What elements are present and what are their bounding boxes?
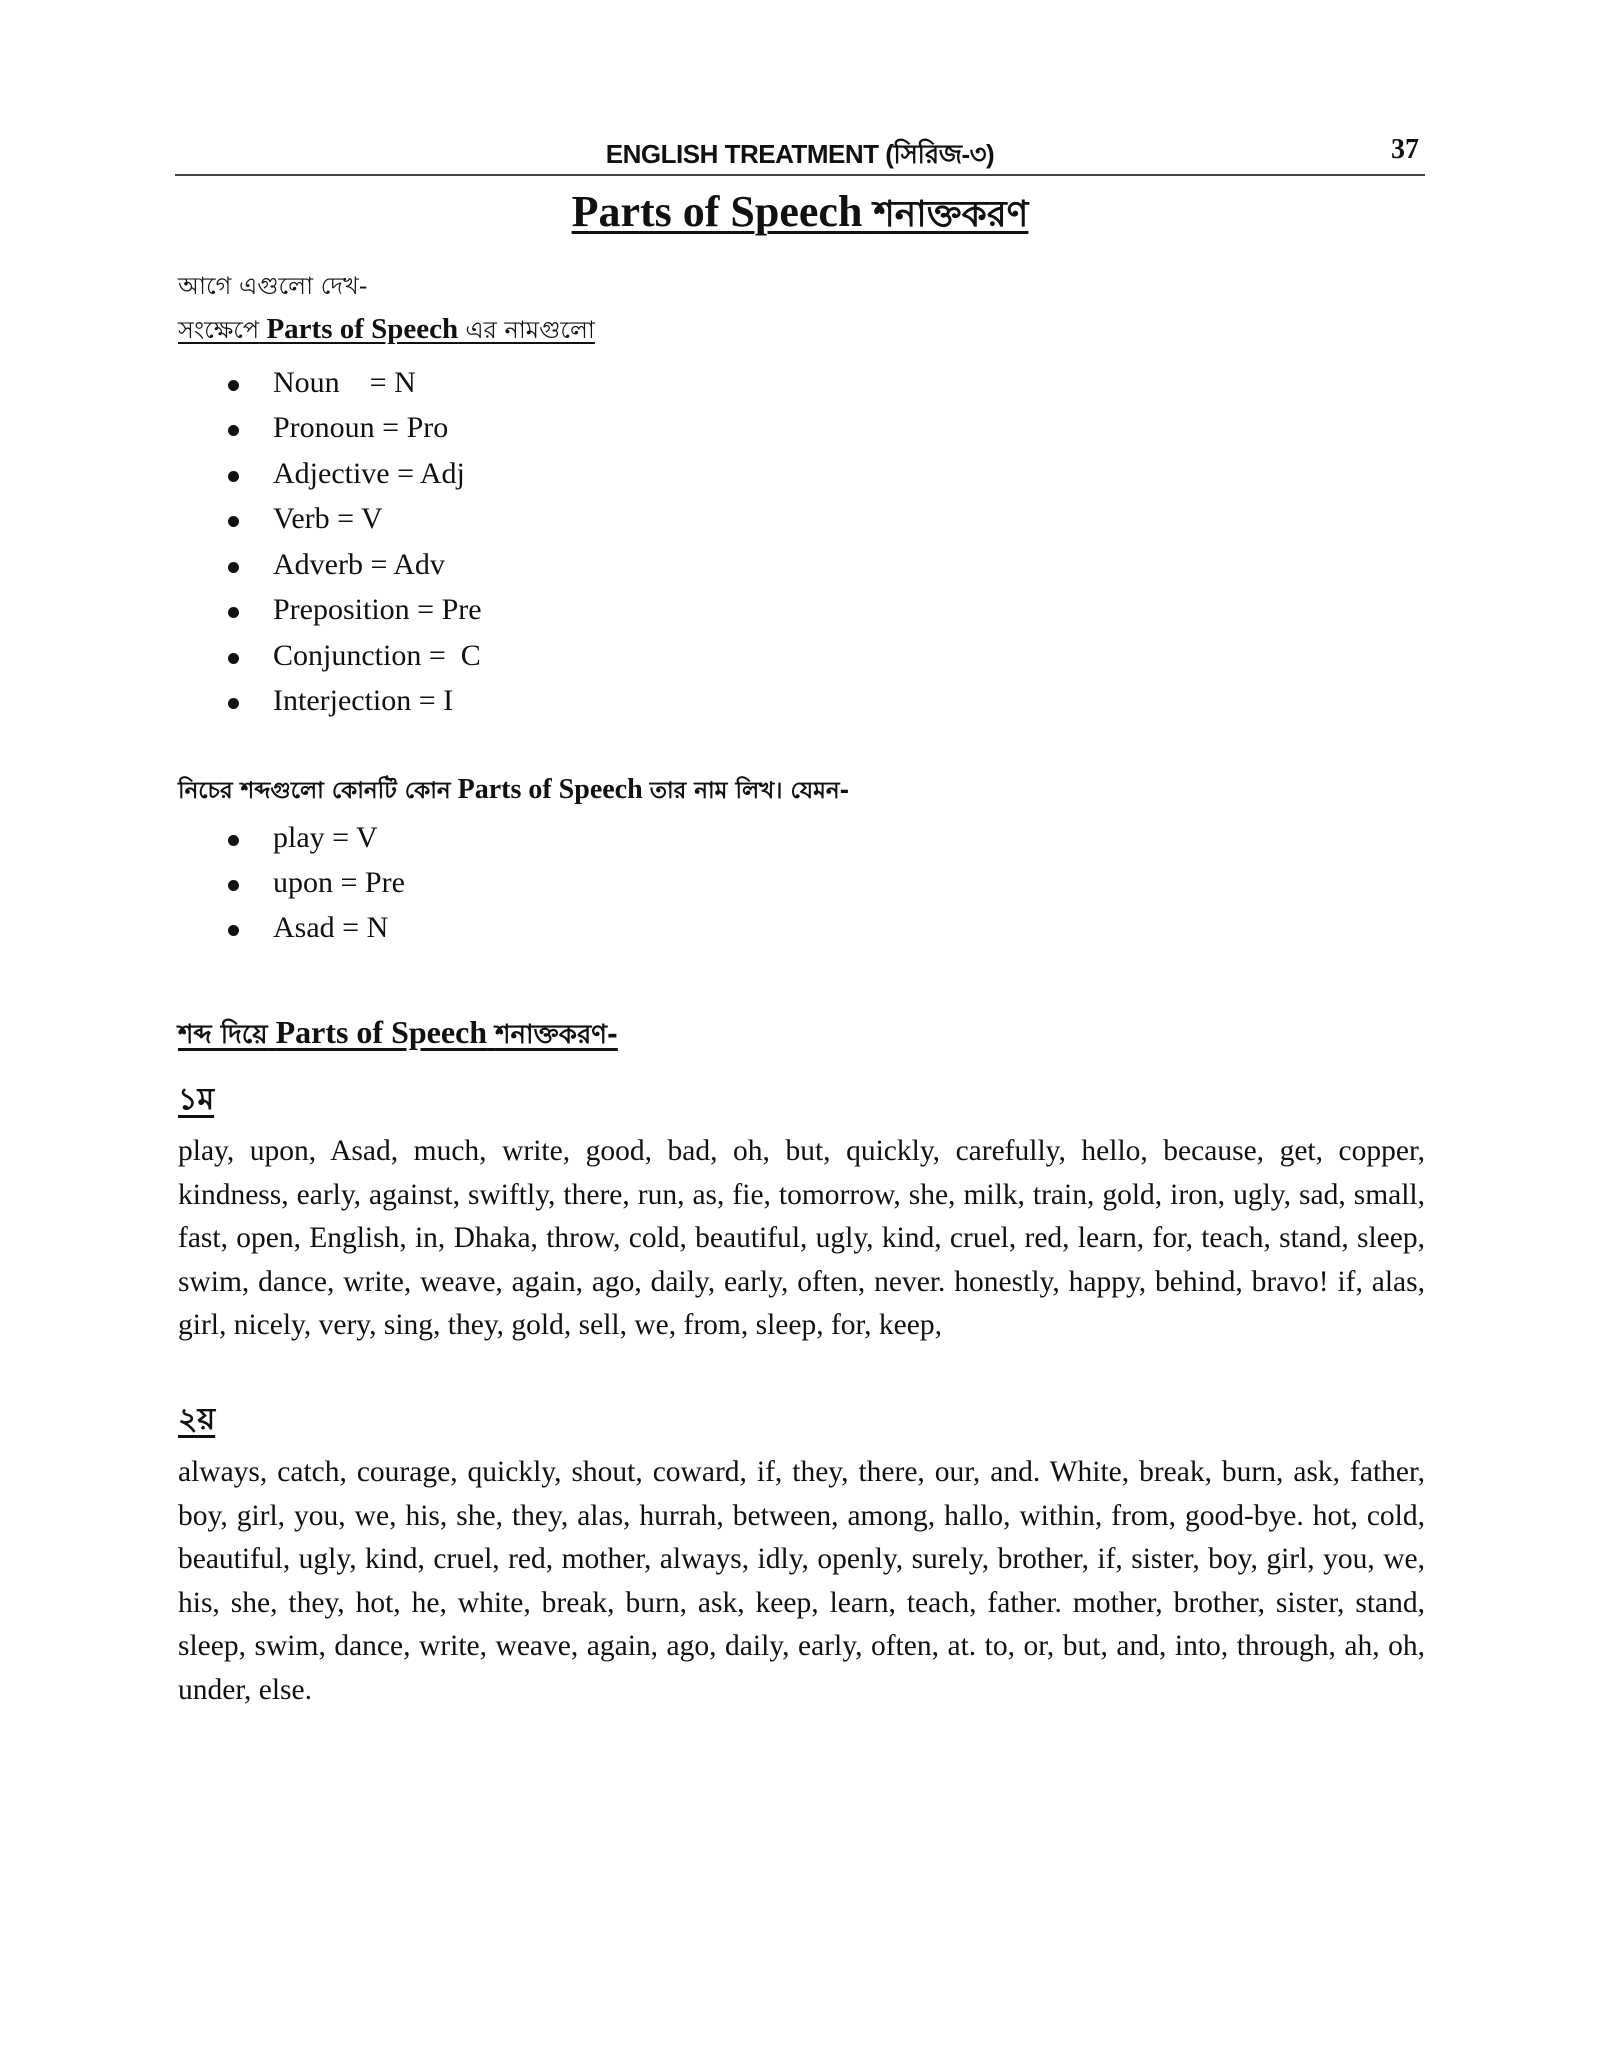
list-item-text: upon = Pre xyxy=(273,866,405,899)
summary-heading-suffix: এর নামগুলো xyxy=(465,316,595,344)
page-title-english: Parts of Speech xyxy=(571,187,863,236)
list-item-text: Pronoun = Pro xyxy=(273,411,449,444)
section-heading-prefix: শব্দ দিয়ে xyxy=(178,1020,268,1050)
list-item-text: Noun = N xyxy=(273,366,416,399)
summary-heading-english: Parts of Speech xyxy=(266,313,459,345)
bullet-icon xyxy=(228,607,239,618)
instruction-text xyxy=(178,772,849,811)
instruction-english: Parts of Speech xyxy=(457,774,643,805)
instruction-prefix: নিচের শব্দগুলো কোনটি কোন xyxy=(178,778,451,804)
bullet-icon xyxy=(228,425,239,436)
list-item-text: Interjection = I xyxy=(273,684,454,717)
list-item-text: Asad = N xyxy=(273,911,389,944)
bullet-icon xyxy=(228,516,239,527)
section-heading xyxy=(178,1014,618,1058)
section-heading-suffix: শনাক্তকরণ- xyxy=(495,1020,618,1050)
summary-heading-prefix: সংক্ষেপে xyxy=(178,316,260,344)
list-item-text: Verb = V xyxy=(273,502,383,535)
exercise-2-words: always, catch, courage, quickly, shout, coward, if, they, there, our, and. White, break, burn, ask, father, boy, girl, you, we, his, she, they, alas, hurrah, between, among, hallo, within, from, good-bye. hot, cold, beautiful, ugly, kind, cruel, red, mother, always, idly, openly, surely, brother, if, sister, boy, girl, you, we, his, she, they, hot, he, white, break, burn, ask, keep, learn, teach, father. mother, brother, sister, stand, sleep, swim, dance, write, weave, again, ago, daily, early, often, at. to, or, but, and, into, through, ah, oh, under, else. xyxy=(178,1456,1425,1706)
bullet-icon xyxy=(228,880,239,891)
bullet-icon xyxy=(228,835,239,846)
bullet-icon xyxy=(228,471,239,482)
bullet-icon xyxy=(228,698,239,709)
exercise-1-label: ১ম xyxy=(178,1082,215,1117)
summary-heading xyxy=(178,312,595,352)
intro-text: আগে এগুলো দেখ- xyxy=(178,272,368,300)
list-item-text: Preposition = Pre xyxy=(273,593,482,626)
page-number: 37 xyxy=(1391,134,1419,165)
exercise-2-label: ২য় xyxy=(178,1402,216,1437)
list-item-text: Adverb = Adv xyxy=(273,548,445,581)
running-title: ENGLISH TREATMENT (সিরিজ-৩) xyxy=(605,139,995,169)
bullet-icon xyxy=(228,925,239,936)
section-heading-english: Parts of Speech xyxy=(275,1014,488,1050)
bullet-icon xyxy=(228,653,239,664)
exercise-1-words: play, upon, Asad, much, write, good, bad, oh, but, quickly, carefully, hello, because, get, copper, kindness, early, against, swiftly, there, run, as, fie, tomorrow, she, milk, train, gold, iron, ugly, sad, small, fast, open, English, in, Dhaka, throw, cold, beautiful, ugly, kind, cruel, red, learn, for, teach, stand, sleep, swim, dance, write, weave, again, ago, daily, early, often, never. honestly, happy, behind, bravo! if, alas, girl, nicely, very, sing, they, gold, sell, we, from, sleep, for, keep, xyxy=(178,1135,1425,1342)
running-header xyxy=(175,130,1425,176)
bullet-icon xyxy=(228,380,239,391)
page-title xyxy=(0,186,1600,247)
list-item-text: Conjunction = C xyxy=(273,639,481,672)
list-item-text: play = V xyxy=(273,821,378,854)
instruction-suffix: তার নাম লিখ। যেমন- xyxy=(649,778,850,804)
bullet-icon xyxy=(228,562,239,573)
list-item-text: Adjective = Adj xyxy=(273,457,465,490)
page-title-bangla: শনাক্তকরণ xyxy=(873,194,1029,235)
